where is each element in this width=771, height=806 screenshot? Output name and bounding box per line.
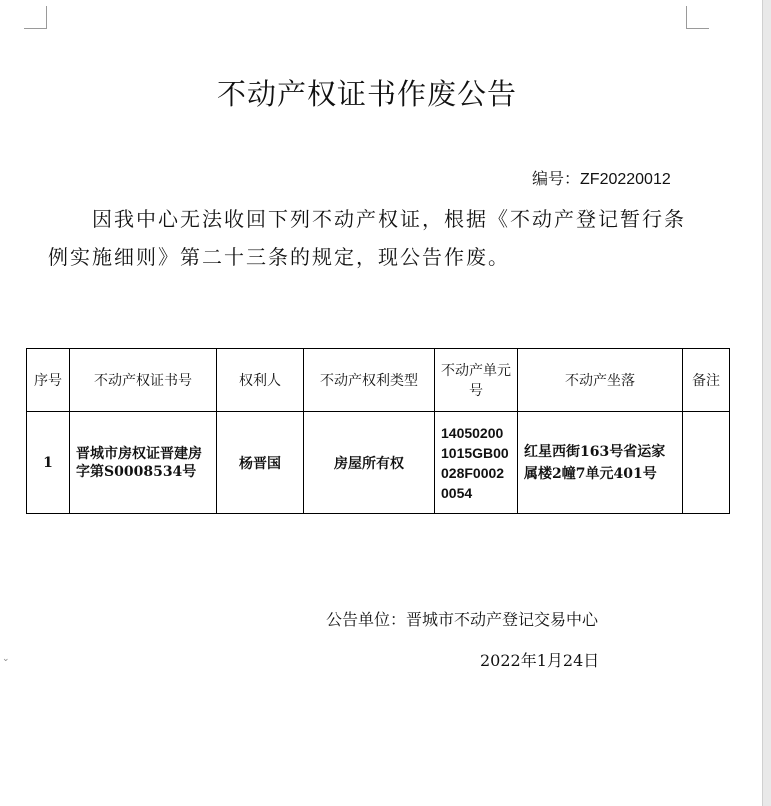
- header-cert: 不动产权证书号: [70, 349, 217, 412]
- page-title: 不动产权证书作废公告: [216, 77, 517, 111]
- notice-body: 因我中心无法收回下列不动产权证，根据《不动产登记暂行条例实施细则》第二十三条的规定，现公告作废。: [48, 207, 686, 269]
- certificate-table: [26, 348, 730, 514]
- window-edge: [762, 0, 771, 806]
- header-no: 序号: [27, 349, 70, 412]
- cell-unit: 140502001015GB00028F00020054: [435, 412, 518, 514]
- header-unit: 不动产单元号: [435, 349, 518, 412]
- cell-cert: 晋城市房权证晋建房字第S0008534号: [70, 412, 217, 514]
- table-row: [27, 412, 730, 514]
- header-note: 备注: [683, 349, 730, 412]
- table-header-row: [27, 349, 730, 412]
- header-holder: 权利人: [217, 349, 304, 412]
- document-number-label: 编号：: [532, 169, 581, 188]
- cell-type: 房屋所有权: [304, 412, 435, 514]
- cell-note: [683, 412, 730, 514]
- document-number: [532, 166, 671, 189]
- cell-address: 红星西街163号省运家属楼2幢7单元401号: [518, 412, 683, 514]
- margin-caret-icon: ⌄: [2, 654, 10, 664]
- issuer-line: 公告单位：晋城市不动产登记交易中心: [326, 610, 599, 629]
- header-type: 不动产权利类型: [304, 349, 435, 412]
- header-address: 不动产坐落: [518, 349, 683, 412]
- document-number-value: ZF20220012: [580, 171, 671, 188]
- page-corner-mark-top-right: [686, 6, 709, 29]
- cell-no: 1: [27, 412, 70, 514]
- issue-date: 2022年1月24日: [480, 651, 600, 670]
- cell-holder: 杨晋国: [217, 412, 304, 514]
- page-corner-mark-top-left: [24, 6, 47, 29]
